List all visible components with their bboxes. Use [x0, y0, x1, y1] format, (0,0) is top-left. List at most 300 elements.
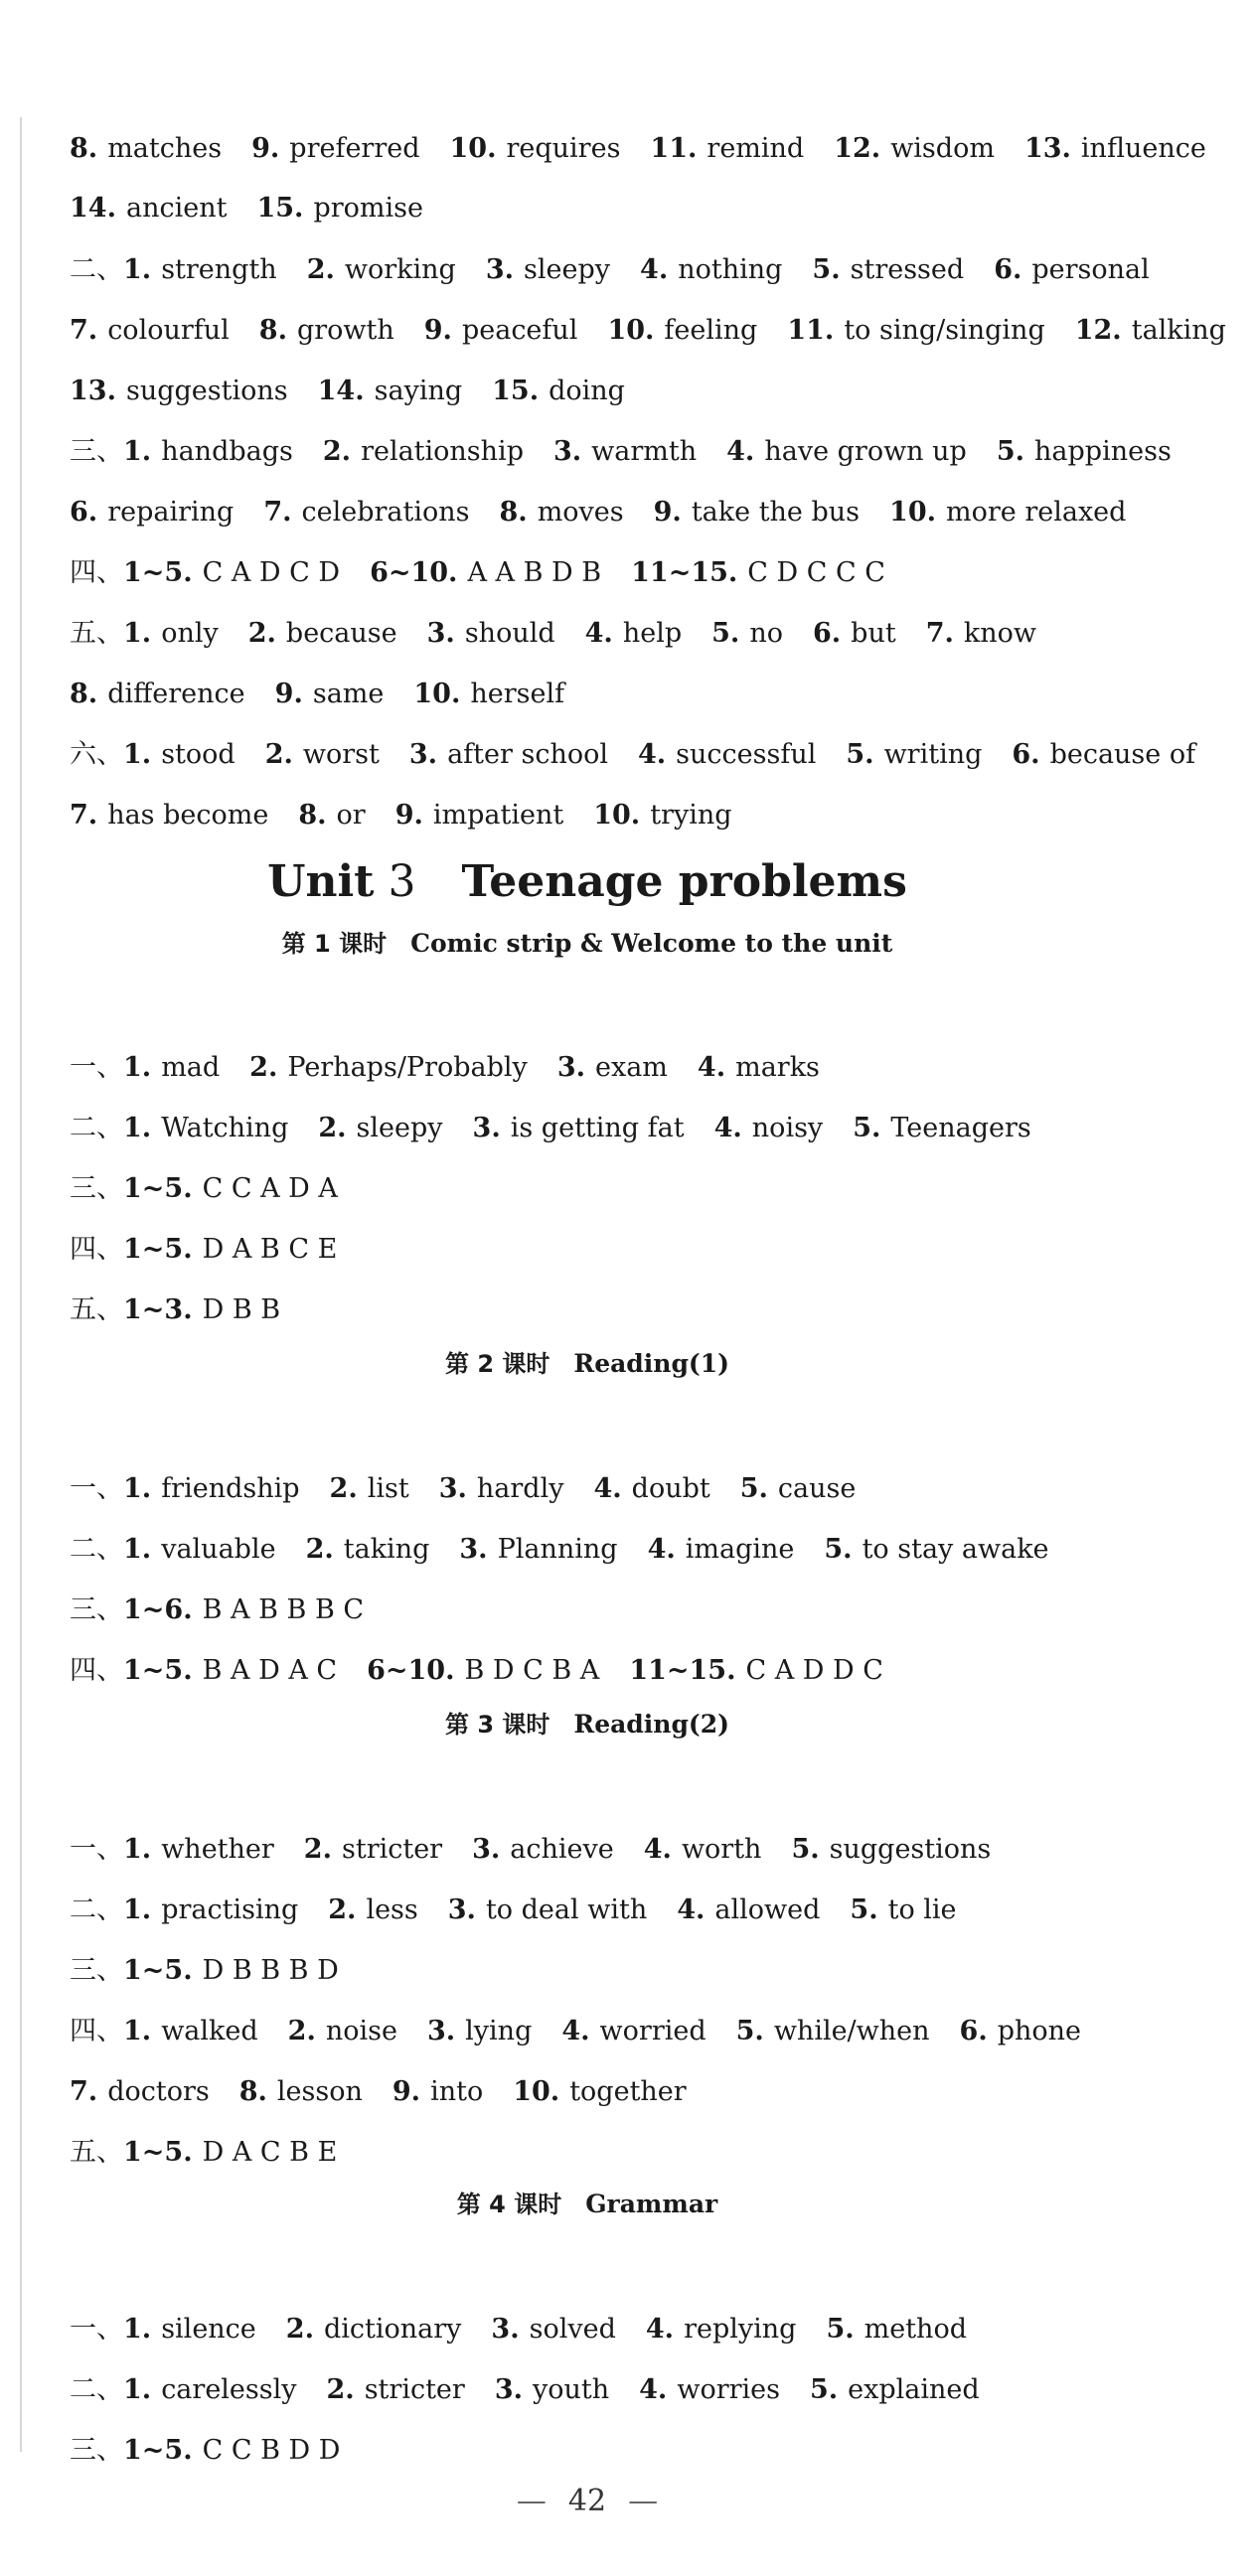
- unit-name: Teenage problems: [461, 856, 907, 907]
- answer-text: remind: [706, 133, 805, 164]
- binding-margin-line: [20, 117, 22, 2452]
- lesson-number: 第 2 课时: [445, 1350, 550, 1378]
- question-number: 12.: [834, 133, 881, 164]
- answer-text: feeling: [664, 315, 758, 346]
- answer-text: more relaxed: [946, 497, 1127, 528]
- question-number: 4.: [640, 254, 669, 285]
- lesson-number: 第 3 课时: [445, 1711, 550, 1739]
- question-number: 10.: [413, 679, 461, 709]
- question-number: 5.: [812, 254, 841, 285]
- question-number: 10.: [889, 497, 937, 528]
- answer-text: doing: [549, 376, 625, 406]
- lesson-heading-4: [0, 2185, 1175, 2224]
- lesson-topic: Comic strip & Welcome to the unit: [410, 929, 893, 958]
- answer-line: [70, 311, 1256, 351]
- answer-line: [70, 1048, 850, 1088]
- answer-text: nothing: [678, 254, 783, 285]
- answer-line: [70, 796, 762, 835]
- question-number: 15.: [492, 376, 540, 406]
- section-marker: 一、: [70, 1052, 123, 1083]
- lesson-heading-2: [0, 1344, 1175, 1384]
- answer-text: together: [569, 2076, 687, 2107]
- answer-text: friendship: [161, 1473, 300, 1504]
- question-number: 3.: [485, 254, 515, 285]
- answer-text: C D C C C: [747, 557, 885, 588]
- answer-text: doubt: [631, 1473, 710, 1504]
- question-number: 1.: [123, 739, 152, 770]
- unit-title: [0, 852, 1175, 912]
- section-marker: 三、: [70, 1173, 123, 1204]
- section-marker: 二、: [70, 1894, 123, 1925]
- answer-text: hardly: [476, 1473, 564, 1504]
- question-number: 4.: [593, 1473, 622, 1504]
- answer-text: celebrations: [301, 497, 470, 528]
- answer-line: [70, 553, 915, 593]
- answer-text: valuable: [161, 1534, 276, 1565]
- answer-line: [70, 1109, 1061, 1148]
- lesson-heading-1: [0, 924, 1175, 964]
- section-marker: 三、: [70, 2435, 123, 2466]
- question-number: 3.: [438, 1473, 467, 1504]
- section-marker: 二、: [70, 1534, 123, 1565]
- answer-text: silence: [161, 2314, 256, 2345]
- question-number: 1.: [123, 1534, 152, 1565]
- section-marker: 二、: [70, 254, 123, 285]
- page-footer: [0, 2482, 1175, 2521]
- answer-text: cause: [777, 1473, 857, 1504]
- section-marker: 五、: [70, 618, 123, 649]
- answer-text: phone: [997, 2016, 1082, 2046]
- question-number: 8.: [499, 497, 528, 528]
- answer-text: worries: [677, 2374, 780, 2405]
- answer-text: doctors: [107, 2076, 210, 2107]
- section-marker: 三、: [70, 436, 123, 467]
- question-number: 5.: [853, 1113, 881, 1143]
- lesson-number: 第 1 课时: [281, 930, 388, 958]
- question-number: 8.: [298, 800, 327, 831]
- question-number: 4.: [639, 2374, 668, 2405]
- section-marker: 二、: [70, 1113, 123, 1143]
- answer-line: [70, 2310, 997, 2349]
- answer-text: because of: [1049, 739, 1196, 770]
- answer-text: worth: [681, 1834, 762, 1865]
- question-number: 5.: [809, 2374, 839, 2405]
- question-number: 3.: [459, 1534, 488, 1565]
- question-number: 6~10.: [370, 557, 458, 588]
- question-number: 4.: [713, 1113, 742, 1143]
- answer-line: [70, 1169, 368, 1209]
- question-number: 9.: [392, 2076, 421, 2107]
- answer-text: lying: [465, 2016, 533, 2046]
- question-number: 1.: [123, 436, 152, 467]
- answer-text: take the bus: [691, 497, 861, 528]
- question-number: 4.: [677, 1894, 706, 1925]
- answer-text: exam: [595, 1052, 668, 1083]
- answer-text: explained: [848, 2374, 980, 2405]
- answer-line: [70, 2072, 716, 2112]
- answer-text: stricter: [341, 1834, 443, 1865]
- answer-text: B D C B A: [464, 1655, 600, 1686]
- question-number: 3.: [472, 1113, 501, 1143]
- answer-text: warmth: [591, 436, 698, 467]
- answer-text: moves: [537, 497, 624, 528]
- answer-text: peaceful: [461, 315, 578, 346]
- answer-text: have grown up: [764, 436, 967, 467]
- question-number: 5.: [846, 739, 874, 770]
- question-number: 1.: [123, 2374, 152, 2405]
- question-number: 1.: [123, 1894, 152, 1925]
- question-number: 5.: [735, 2016, 764, 2046]
- unit-number: 3: [388, 856, 416, 907]
- answer-text: suggestions: [125, 376, 288, 406]
- answer-text: suggestions: [829, 1834, 992, 1865]
- question-number: 4.: [561, 2016, 590, 2046]
- question-number: 1~5.: [123, 2137, 193, 2168]
- answer-text: same: [312, 679, 385, 709]
- answer-text: after school: [447, 739, 608, 770]
- question-number: 1~5.: [123, 2435, 193, 2466]
- question-number: 1.: [123, 1052, 152, 1083]
- answer-text: achieve: [510, 1834, 614, 1865]
- answer-text: into: [430, 2076, 484, 2107]
- question-number: 3.: [447, 1894, 476, 1925]
- question-number: 6.: [1012, 739, 1040, 770]
- answer-text: Perhaps/Probably: [287, 1052, 528, 1083]
- question-number: 2.: [329, 1473, 358, 1504]
- question-number: 2.: [326, 2374, 355, 2405]
- answer-text: less: [366, 1894, 418, 1925]
- question-number: 14.: [317, 376, 365, 406]
- question-number: 3.: [494, 2374, 523, 2405]
- lesson-topic: Reading(2): [573, 1710, 729, 1739]
- answer-text: lesson: [276, 2076, 363, 2107]
- section-marker: 六、: [70, 739, 123, 770]
- question-number: 2.: [306, 254, 335, 285]
- answer-text: imagine: [685, 1534, 795, 1565]
- answer-text: solved: [529, 2314, 616, 2345]
- answer-text: working: [344, 254, 456, 285]
- answer-text: influence: [1080, 133, 1206, 164]
- question-number: 6~10.: [367, 1655, 455, 1686]
- question-number: 2.: [303, 1834, 332, 1865]
- answer-line: [70, 1830, 1020, 1870]
- question-number: 14.: [70, 193, 116, 224]
- answer-text: D A C B E: [202, 2137, 338, 2168]
- section-marker: 一、: [70, 1473, 123, 1504]
- question-number: 2.: [305, 1534, 334, 1565]
- question-number: 1~5.: [123, 557, 193, 588]
- answer-line: [70, 614, 1066, 654]
- section-marker: 二、: [70, 2374, 123, 2405]
- answer-text: sleepy: [356, 1113, 443, 1143]
- question-number: 8.: [70, 679, 98, 709]
- question-number: 11.: [650, 133, 698, 164]
- question-number: 7.: [70, 315, 98, 346]
- question-number: 1.: [123, 2314, 152, 2345]
- question-number: 7.: [925, 618, 954, 649]
- question-number: 6.: [959, 2016, 988, 2046]
- answer-line: [70, 493, 1156, 532]
- question-number: 9.: [423, 315, 452, 346]
- answer-text: but: [851, 618, 896, 649]
- question-number: 3.: [491, 2314, 520, 2345]
- answer-line: [70, 2012, 1111, 2051]
- answer-line: [70, 1530, 1079, 1570]
- question-number: 10.: [513, 2076, 560, 2107]
- footer-dash-left: —: [516, 2484, 547, 2518]
- answer-text: stricter: [364, 2374, 465, 2405]
- question-number: 1~3.: [123, 1294, 193, 1325]
- answer-line: [70, 2133, 367, 2173]
- section-marker: 五、: [70, 1294, 123, 1325]
- answer-text: to sing/singing: [844, 315, 1045, 346]
- answer-text: practising: [161, 1894, 299, 1925]
- answer-text: impatient: [432, 800, 564, 831]
- question-number: 11~15.: [629, 1655, 736, 1686]
- question-number: 13.: [70, 376, 116, 406]
- question-number: 7.: [263, 497, 292, 528]
- answer-text: A A B D B: [467, 557, 602, 588]
- question-number: 6.: [70, 497, 98, 528]
- answer-line: [70, 1891, 987, 1930]
- answer-line: [70, 2431, 370, 2471]
- answer-text: stood: [161, 739, 236, 770]
- answer-line: [70, 1651, 913, 1691]
- section-marker: 四、: [70, 1655, 123, 1686]
- section-marker: 一、: [70, 1834, 123, 1865]
- answer-text: help: [622, 618, 683, 649]
- question-number: 8.: [70, 133, 98, 164]
- section-marker: 五、: [70, 2137, 123, 2168]
- answer-text: stressed: [850, 254, 965, 285]
- answer-text: colourful: [107, 315, 230, 346]
- answer-text: to lie: [887, 1894, 957, 1925]
- answer-text: to stay awake: [862, 1534, 1049, 1565]
- question-number: 4.: [647, 1534, 676, 1565]
- question-number: 3.: [408, 739, 438, 770]
- question-number: 1~5.: [123, 1173, 193, 1204]
- question-number: 5.: [791, 1834, 820, 1865]
- answer-text: youth: [533, 2374, 610, 2405]
- question-number: 8.: [258, 315, 287, 346]
- question-number: 8.: [238, 2076, 267, 2107]
- answer-text: whether: [161, 1834, 274, 1865]
- question-number: 2.: [285, 2314, 314, 2345]
- question-number: 3.: [556, 1052, 585, 1083]
- question-number: 3.: [426, 2016, 456, 2046]
- question-number: 1.: [123, 254, 152, 285]
- answer-line: [70, 1591, 393, 1630]
- answer-text: carelessly: [161, 2374, 297, 2405]
- question-number: 3.: [472, 1834, 501, 1865]
- answer-text: is getting fat: [510, 1113, 685, 1143]
- question-number: 13.: [1023, 133, 1071, 164]
- section-marker: 四、: [70, 557, 123, 588]
- question-number: 9.: [394, 800, 423, 831]
- answer-text: noisy: [751, 1113, 824, 1143]
- section-marker: 四、: [70, 2016, 123, 2046]
- answer-text: replying: [684, 2314, 797, 2345]
- question-number: 5.: [711, 618, 740, 649]
- question-number: 12.: [1074, 315, 1122, 346]
- question-number: 4.: [643, 1834, 672, 1865]
- answer-text: C C A D A: [202, 1173, 338, 1204]
- answer-text: no: [749, 618, 783, 649]
- answer-text: matches: [107, 133, 223, 164]
- answer-text: Teenagers: [890, 1113, 1031, 1143]
- answer-text: repairing: [107, 497, 235, 528]
- answer-text: noise: [325, 2016, 397, 2046]
- question-number: 6.: [812, 618, 842, 649]
- answer-text: to deal with: [485, 1894, 648, 1925]
- answer-line: [70, 250, 1179, 290]
- question-number: 4.: [645, 2314, 675, 2345]
- question-number: 1~5.: [123, 1655, 193, 1686]
- answer-text: or: [336, 800, 366, 831]
- question-number: 1.: [123, 1113, 152, 1143]
- answer-text: successful: [676, 739, 817, 770]
- question-number: 4.: [726, 436, 755, 467]
- answer-text: dictionary: [323, 2314, 462, 2345]
- section-marker: 一、: [70, 2314, 123, 2345]
- answer-text: preferred: [289, 133, 420, 164]
- answer-text: worried: [599, 2016, 706, 2046]
- answer-text: talking: [1131, 315, 1226, 346]
- answer-text: because: [285, 618, 397, 649]
- question-number: 9.: [251, 133, 280, 164]
- answer-text: relationship: [361, 436, 524, 467]
- answer-text: writing: [883, 739, 983, 770]
- question-number: 2.: [318, 1113, 347, 1143]
- answer-text: happiness: [1034, 436, 1172, 467]
- section-marker: 四、: [70, 1234, 123, 1265]
- answer-line: [70, 1469, 885, 1509]
- answer-text: Watching: [161, 1113, 289, 1143]
- question-number: 5.: [826, 2314, 855, 2345]
- question-number: 1.: [123, 1473, 152, 1504]
- question-number: 5.: [824, 1534, 853, 1565]
- question-number: 1.: [123, 2016, 152, 2046]
- answer-text: walked: [161, 2016, 258, 2046]
- question-number: 1~5.: [123, 1234, 193, 1265]
- question-number: 4.: [584, 618, 613, 649]
- lesson-topic: Reading(1): [573, 1349, 729, 1378]
- question-number: 11~15.: [631, 557, 738, 588]
- answer-text: Planning: [497, 1534, 618, 1565]
- answer-text: sleepy: [524, 254, 611, 285]
- question-number: 1~5.: [123, 1955, 193, 1986]
- question-number: 7.: [70, 2076, 98, 2107]
- question-number: 2.: [322, 436, 352, 467]
- question-number: 2.: [264, 739, 293, 770]
- answer-line: [70, 735, 1225, 775]
- question-number: 11.: [787, 315, 835, 346]
- answer-text: should: [464, 618, 555, 649]
- question-number: 2.: [249, 1052, 278, 1083]
- lesson-heading-3: [0, 1705, 1175, 1744]
- answer-text: mad: [161, 1052, 221, 1083]
- section-marker: 三、: [70, 1955, 123, 1986]
- question-number: 2.: [328, 1894, 357, 1925]
- answer-text: only: [161, 618, 219, 649]
- question-number: 3.: [426, 618, 455, 649]
- answer-text: promise: [313, 193, 423, 224]
- question-number: 3.: [552, 436, 582, 467]
- answer-text: D B B B D: [202, 1955, 339, 1986]
- answer-text: difference: [107, 679, 245, 709]
- answer-line: [70, 1951, 369, 1991]
- question-number: 5.: [850, 1894, 878, 1925]
- answer-text: strength: [161, 254, 277, 285]
- answer-text: worst: [302, 739, 380, 770]
- answer-text: C A D C D: [202, 557, 341, 588]
- answer-line: [70, 675, 594, 714]
- question-number: 2.: [287, 2016, 316, 2046]
- answer-line: [70, 1230, 367, 1270]
- answer-line: [70, 432, 1201, 472]
- answer-line: [70, 2370, 1010, 2410]
- footer-dash-right: —: [628, 2484, 659, 2518]
- answer-text: B A B B B C: [202, 1594, 365, 1625]
- answer-text: D B B: [202, 1294, 281, 1325]
- answer-text: C A D D C: [745, 1655, 883, 1686]
- answer-text: ancient: [125, 193, 228, 224]
- answer-text: C C B D D: [202, 2435, 341, 2466]
- answer-text: has become: [107, 800, 269, 831]
- answer-text: method: [864, 2314, 967, 2345]
- answer-line: [70, 129, 1236, 169]
- answer-text: wisdom: [890, 133, 995, 164]
- question-number: 10.: [593, 800, 641, 831]
- question-number: 5.: [996, 436, 1025, 467]
- question-number: 1.: [123, 1834, 152, 1865]
- answer-text: saying: [374, 376, 463, 406]
- answer-text: herself: [470, 679, 565, 709]
- question-number: 4.: [637, 739, 667, 770]
- answer-text: handbags: [161, 436, 293, 467]
- question-number: 10.: [449, 133, 497, 164]
- question-number: 9.: [274, 679, 303, 709]
- section-marker: 三、: [70, 1594, 123, 1625]
- answer-text: B A D A C: [202, 1655, 338, 1686]
- unit-word: Unit: [267, 856, 375, 907]
- question-number: 6.: [994, 254, 1022, 285]
- answer-line: [70, 372, 655, 411]
- page-number: 42: [567, 2484, 607, 2518]
- answer-text: while/when: [773, 2016, 930, 2046]
- question-number: 4.: [697, 1052, 726, 1083]
- answer-text: allowed: [714, 1894, 821, 1925]
- question-number: 9.: [653, 497, 682, 528]
- answer-text: requires: [506, 133, 621, 164]
- question-number: 15.: [256, 193, 304, 224]
- question-number: 7.: [70, 800, 98, 831]
- question-number: 10.: [607, 315, 655, 346]
- question-number: 1.: [123, 618, 152, 649]
- answer-text: growth: [296, 315, 394, 346]
- answer-text: D A B C E: [202, 1234, 338, 1265]
- answer-text: personal: [1031, 254, 1150, 285]
- lesson-topic: Grammar: [585, 2190, 718, 2218]
- question-number: 1~6.: [123, 1594, 193, 1625]
- answer-text: trying: [650, 800, 732, 831]
- answer-text: list: [367, 1473, 409, 1504]
- answer-line: [70, 1290, 310, 1330]
- lesson-number: 第 4 课时: [456, 2191, 562, 2218]
- question-number: 5.: [739, 1473, 768, 1504]
- answer-text: taking: [343, 1534, 430, 1565]
- answer-text: marks: [735, 1052, 820, 1083]
